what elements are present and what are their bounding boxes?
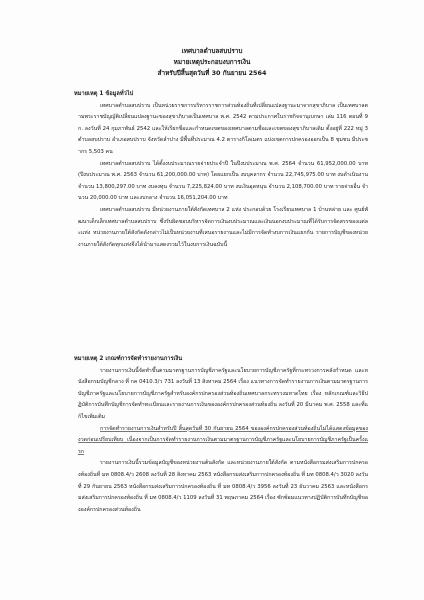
note-2-paragraph-1: รายงานการเงินนี้จัดทำขึ้นตามมาตรฐานการบัญชีภาครัฐและนโยบายการบัญชีภาครัฐที่กระทรวงการคลังกำหนด และหนังสือกรมบัญชีกลาง ที่ กค 0410.3/ว 731 ลงวันที่ 13 สิงหาคม 2564 เรื่อง แนวทางการจัดทำรายงานการเงินตามมาตรฐานการบัญชีภาครัฐและนโยบายการบัญชีภาครัฐสำหรับองค์กรปกครองส่วนท้องถิ่นเทศบาลกระทรวงมหาดไทย เรื่อง หลักเกณฑ์และวิธีปฏิบัติการบันทึกบัญชีการจัดทำทะเบียนและรายงานการเงินขององค์กรปกครองส่วนท้องถิ่น ลงวันที่ 20 มีนาคม พ.ศ. 2558 และที่แก้ไขเพิ่มเติม <box>78 367 368 420</box>
note-2-title: หมายเหตุ 2 เกณฑ์การจัดทำรายงานการเงิน <box>74 356 183 362</box>
note-1-section <box>74 89 368 251</box>
note-2-section <box>74 354 368 516</box>
document-title: หมายเหตุประกอบงบการเงิน <box>173 58 251 66</box>
note-2-paragraph-3: รายงานการเงินนี้รวมข้อมูลบัญชีของหน่วยงานต้นสังกัด และหน่วยงานภายใต้สังกัด ตามหนังสือกรมส่งเสริมการปกครองท้องถิ่นที่ มท 0808.4/ว 2608 ลงวันที่ 28 สิงหาคม 2563 หนังสือกรมส่งเสริมการปกครองท้องถิ่น ที่ มท 0808.4/ว 3020 ลงวันที่ 29 กันยายน 2563 หนังสือกรมส่งเสริมการปกครองท้องถิ่น ที่ มท 0808.4/ว 3956 ลงวันที่ 23 ธันวาคม 2563 และหนังสือกรมส่งเสริมการปกครองท้องถิ่น ที่ มท 0808.4/ว 1109 ลงวันที่ 31 พฤษภาคม 2564 เรื่อง ซักซ้อมแนวทางปฏิบัติการบันทึกบัญชีขององค์กรปกครองส่วนท้องถิ่น <box>78 460 368 513</box>
note-1-paragraph-1: เทศบาลตำบลสบปราบ เป็นหน่วยราชการบริหารราชการส่วนท้องถิ่นที่เปลี่ยนแปลงฐานะมาจากสุขาภิบาล เป็นเทศบาลตามพระราชบัญญัติเปลี่ยนแปลงฐานะของสุขาภิบาลเป็นเทศบาล พ.ศ. 2542 ตามประกาศในราชกิจจานุเบกษา เล่ม 116 ตอนที่ 9 ก. ลงวันที่ 24 กุมภาพันธ์ 2542 และให้เรียกชื่อและกำหนดเขตของเทศบาลตามชื่อและเขตของสุขาภิบาลเดิม ตั้งอยู่ที่ 222 หมู่ 3 ตำบลสบปราบ อำเภอสบปราบ จังหวัดลำปาง มีพื้นที่ประมาณ 4.2 ตารางกิโลเมตร แบ่งเขตการปกครองออกเป็น 8 ชุมชน มีประชากร 5,503 คน <box>78 102 368 155</box>
note-1-paragraph-2: เทศบาลตำบลสบปราบ ได้ตั้งงบประมาณรายจ่ายประจำปี ในปีงบประมาณ พ.ศ. 2564 จำนวน 61,952,000.00 บาท (ปีงบประมาณ พ.ศ. 2563 จำนวน 61,200,000.00 บาท) โดยแยกเป็น งบบุคลากร จำนวน 22,745,975.00 บาท งบดำเนินงาน จำนวน 13,800,297.00 บาท งบลงทุน จำนวน 7,225,824.00 บาท งบเงินอุดหนุน จำนวน 2,108,700.00 บาท รายจ่ายอื่น จำนวน 20,000.00 บาท และงบกลาง จำนวน 16,051,204.00 บาท <box>78 160 368 202</box>
note-2-paragraph-2: การจัดทำรายงานการเงินสำหรับปี สิ้นสุดวันที่ 30 กันยายน 2564 ขององค์กรปกครองส่วนท้องถิ่นไม่ได้แสดงข้อมูลของงวดก่อนเปรียบเทียบ เนื่องจากเป็นการจัดทำรายงานการเงินตามมาตรฐานการบัญชีภาครัฐและนโยบายการบัญชีภาครัฐเป็นครั้งแรก <box>78 425 368 455</box>
organization-title: เทศบาลตำบลสบปราบ <box>181 47 243 55</box>
note-1-paragraph-3: เทศบาลตำบลสบปราบ มีหน่วยงานภายใต้สังกัดเทศบาล 2 แห่ง ประกอบด้วย โรงเรียนเทศบาล 1 บ้านหล่าย และ ศูนย์พัฒนาเด็กเล็กเทศบาลตำบลสบปราบ ซึ่งรับผิดชอบบริหารจัดการเงินงบประมาณและเงินนอกงบประมาณที่ได้รับการจัดสรรของแต่ละแห่ง หน่วยงานภายใต้สังกัดดังกล่าวไม่เป็นหน่วยงานที่เสนอรายงานและไม่มีการจัดทำงบการเงินแยกกัน รายการบัญชีของหน่วยงานภายใต้สังกัดทุกแห่งจึงได้นำมาแสดงรวมไว้ในงบการเงินฉบับนี้ <box>78 206 368 248</box>
period-subtitle: สำหรับปีสิ้นสุดวันที่ 30 กันยายน 2564 <box>157 69 267 77</box>
document-header <box>0 46 424 79</box>
note-1-title: หมายเหตุ 1 ข้อมูลทั่วไป <box>74 91 134 97</box>
